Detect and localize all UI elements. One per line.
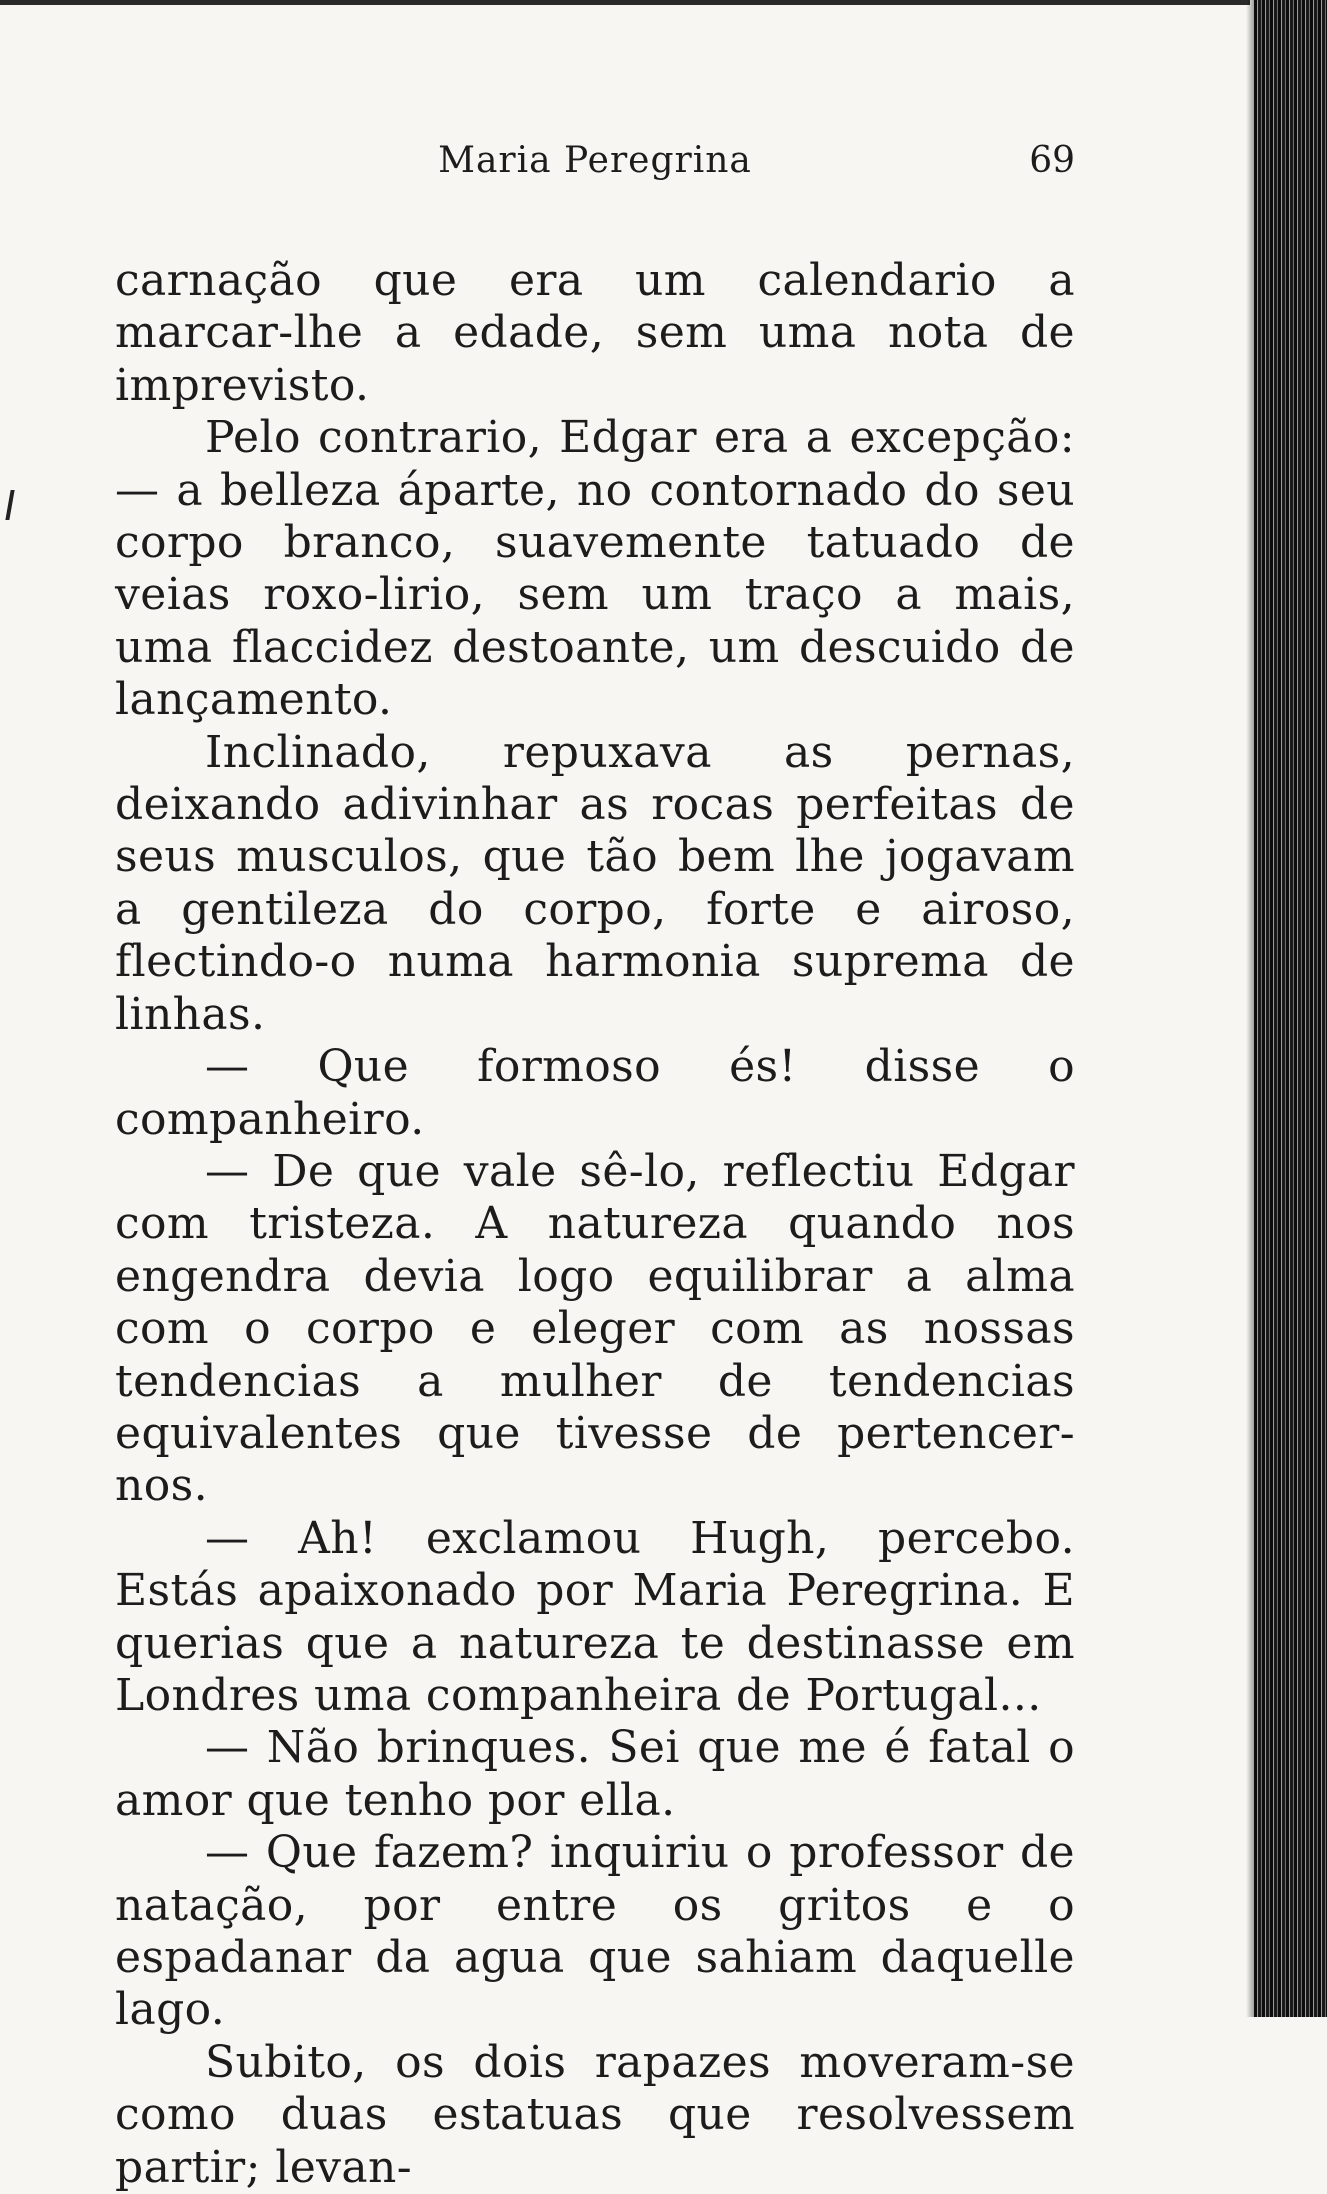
body-text [115, 255, 1075, 2194]
margin-mark [5, 490, 14, 520]
paragraph: Subito, os dois rapazes moveram-se como duas estatuas que resolvessem partir; levan- [115, 2036, 1075, 2193]
paragraph: — Ah! exclamou Hugh, percebo. Estás apaixonado por Maria Peregrina. E querias que a natureza te destinasse em Londres uma companheira de Portugal... [115, 1512, 1075, 1721]
paragraph: — Não brinques. Sei que me é fatal o amor que tenho por ella. [115, 1722, 1075, 1826]
page-number: 69 [1029, 140, 1075, 181]
running-title: Maria Peregrina [438, 140, 752, 181]
paragraph: — Que fazem? inquiriu o professor de natação, por entre os gritos e o espadanar da agua que sahiam daquelle lago. [115, 1827, 1075, 2036]
paragraph: — De que vale sê-lo, reflectiu Edgar com tristeza. A natureza quando nos engendra devia logo equilibrar a alma com o corpo e eleger com as nossas tendencias a mulher de tendencias equivalentes que tivesse de pertencer-nos. [115, 1145, 1075, 1512]
paragraph: carnação que era um calendario a marcar-lhe a edade, sem uma nota de imprevisto. [115, 255, 1075, 411]
paragraph: — Que formoso és! disse o companheiro. [115, 1041, 1075, 1145]
binding-edge [1254, 0, 1327, 2017]
paragraph: Inclinado, repuxava as pernas, deixando adivinhar as rocas perfeitas de seus musculos, que tão bem lhe jogavam a gentileza do corpo, forte e airoso, flectindo-o numa harmonia suprema de linhas. [115, 726, 1075, 1040]
paragraph: Pelo contrario, Edgar era a excepção: — a belleza áparte, no contornado do seu corpo branco, suavemente tatuado de veias roxo-lirio, sem um traço a mais, uma flaccidez destoante, um descuido de lançamento. [115, 412, 1075, 726]
top-edge-rule [0, 0, 1250, 5]
page-header [115, 140, 1075, 200]
